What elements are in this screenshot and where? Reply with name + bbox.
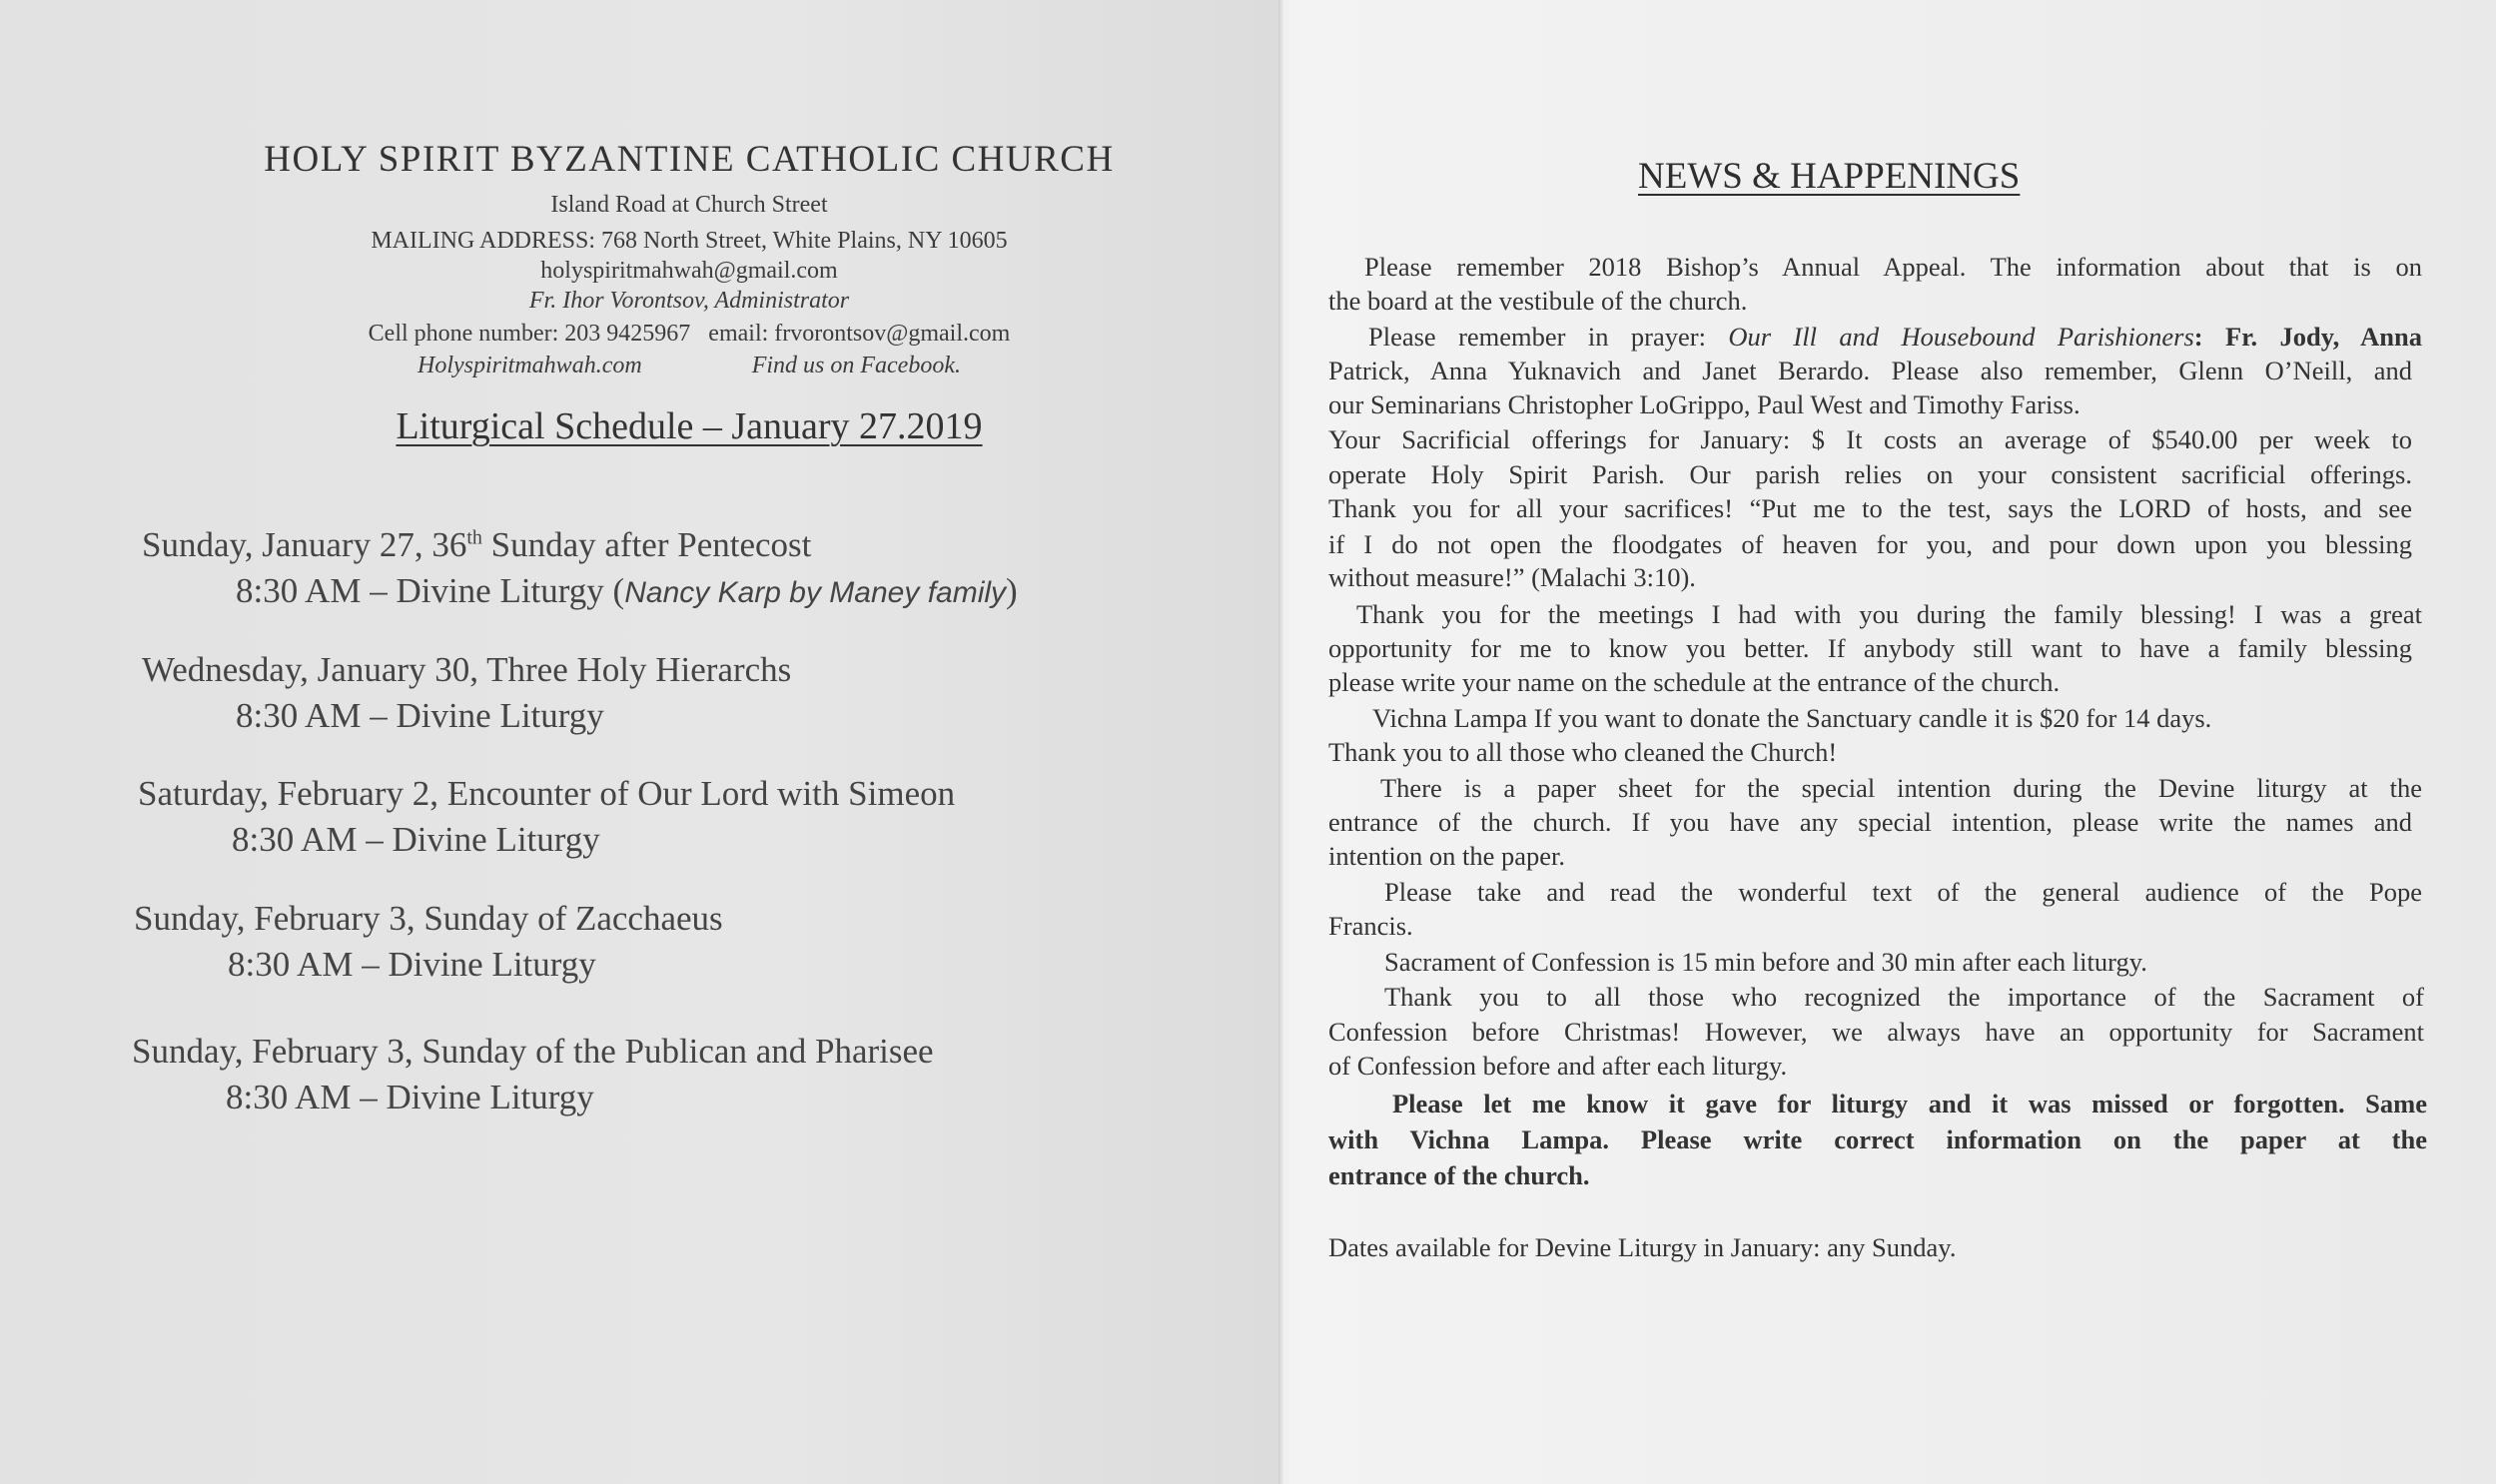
event-time: 8:30 AM – Divine Liturgy [228, 945, 596, 984]
church-email: holyspiritmahwah@gmail.com [540, 258, 838, 284]
page-fold [1278, 0, 1288, 1484]
news-line: Francis. [1328, 911, 1413, 941]
event-day: Sunday, February 3, Sunday of the Publican and Pharisee [132, 1032, 934, 1071]
event-time: 8:30 AM – Divine Liturgy [232, 820, 600, 859]
intention-note: Nancy Karp by Maney family [624, 576, 1007, 609]
administrator: Fr. Ihor Vorontsov, Administrator [528, 288, 850, 314]
news-line: Thank you for all your sacrifices! “Put me to the test, says the LORD of hosts, and see [1328, 493, 2412, 523]
news-line-bold: Please let me know it gave for liturgy and it was missed or forgotten. Same [1392, 1089, 2427, 1118]
news-line: Please remember in prayer: Our Ill and Housebound Parishioners: Fr. Jody, Anna [1368, 322, 2422, 352]
news-line-bold: with Vichna Lampa. Please write correct information on the paper at the [1328, 1124, 2427, 1154]
web-line [120, 353, 1258, 379]
news-line: Please remember 2018 Bishop’s Annual Appeal. The information about that is on [1364, 252, 2422, 282]
news-line: intention on the paper. [1328, 841, 1565, 871]
event-time: 8:30 AM – Divine Liturgy (Nancy Karp by Maney family) [236, 571, 1018, 610]
news-line: operate Holy Spirit Parish. Our parish relies on your consistent sacrificial offerings. [1328, 459, 2412, 489]
news-line: Sacrament of Confession is 15 min before and 30 min after each liturgy. [1384, 947, 2147, 977]
news-title: NEWS & HAPPENINGS [1638, 156, 2021, 197]
news-line: Thank you to all those who recognized the importance of the Sacrament of [1384, 982, 2424, 1012]
event-day: Saturday, February 2, Encounter of Our Lord with Simeon [138, 774, 956, 813]
schedule-title: Liturgical Schedule – January 27.2019 [396, 405, 983, 447]
event-day: Sunday, January 27, 36th Sunday after Pentecost [142, 525, 812, 564]
news-line: please write your name on the schedule at the entrance of the church. [1328, 667, 2061, 697]
news-line: without measure!” (Malachi 3:10). [1328, 562, 1696, 592]
website: Holyspiritmahwah.com [417, 353, 642, 378]
cell-phone: Cell phone number: 203 9425967 [368, 321, 691, 347]
news-line: Thank you for the meetings I had with you during the family blessing! I was a great [1356, 599, 2422, 629]
contact-line [120, 321, 1258, 348]
news-line: of Confession before and after each liturgy. [1328, 1051, 1788, 1081]
event-time: 8:30 AM – Divine Liturgy [236, 696, 604, 735]
facebook-note: Find us on Facebook. [751, 353, 961, 378]
news-line: There is a paper sheet for the special intention during the Devine liturgy at the [1380, 773, 2422, 803]
right-page [1288, 0, 2496, 1484]
mailing-address: MAILING ADDRESS: 768 North Street, White Plains, NY 10605 [371, 228, 1008, 254]
event-time: 8:30 AM – Divine Liturgy [226, 1078, 594, 1116]
news-line: if I do not open the floodgates of heaven for you, and pour down upon you blessing [1328, 529, 2412, 559]
news-line: Your Sacrificial offerings for January: $ It costs an average of $540.00 per week to [1328, 424, 2412, 454]
news-line: the board at the vestibule of the church. [1328, 286, 1748, 316]
news-line: Thank you to all those who cleaned the Church! [1328, 737, 1838, 767]
news-line: Vichna Lampa If you want to donate the Sanctuary candle it is $20 for 14 days. [1372, 703, 2212, 733]
news-line: entrance of the church. If you have any special intention, please write the names and [1328, 807, 2412, 837]
street-address: Island Road at Church Street [550, 192, 828, 218]
news-line: Dates available for Devine Liturgy in January: any Sunday. [1328, 1232, 1957, 1262]
news-line: Please take and read the wonderful text of the general audience of the Pope [1384, 877, 2422, 907]
event-day: Sunday, February 3, Sunday of Zacchaeus [134, 899, 723, 938]
news-line: opportunity for me to know you better. If anybody still want to have a family blessing [1328, 633, 2412, 663]
news-line: Patrick, Anna Yuknavich and Janet Berardo. Please also remember, Glenn O’Neill, and [1328, 356, 2412, 385]
event-day: Wednesday, January 30, Three Holy Hierarchs [142, 650, 792, 689]
admin-email: email: frvorontsov@gmail.com [708, 321, 1011, 347]
news-line: Confession before Christmas! However, we always have an opportunity for Sacrament [1328, 1017, 2424, 1047]
news-line-bold: entrance of the church. [1328, 1160, 1590, 1190]
church-name: HOLY SPIRIT BYZANTINE CATHOLIC CHURCH [264, 139, 1115, 180]
news-line: our Seminarians Christopher LoGrippo, Paul West and Timothy Fariss. [1328, 389, 2080, 419]
